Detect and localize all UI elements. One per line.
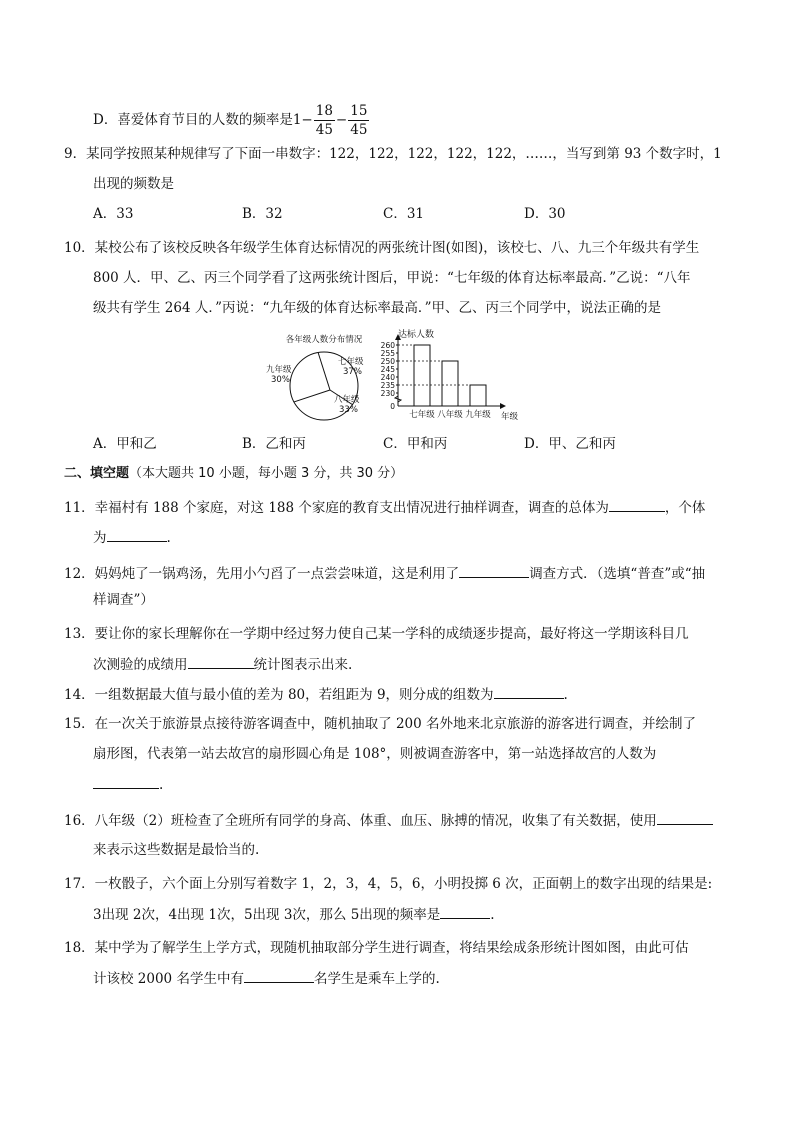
section-2-title: 二、填空题 bbox=[64, 466, 130, 481]
q18-text-tail: 名学生是乘车上学的. bbox=[313, 971, 440, 987]
bar bbox=[470, 385, 486, 406]
q11-text-2: 为 bbox=[93, 530, 107, 546]
q11-line-1 bbox=[64, 497, 705, 518]
q10-line-2: 800 人．甲、乙、丙三个同学看了这两张统计图后，甲说：“七年级的体育达标率最高．”乙说：“八年 bbox=[93, 270, 691, 286]
q17-line-2 bbox=[93, 904, 495, 925]
q15-line-3 bbox=[93, 774, 163, 795]
q15-period: . bbox=[159, 777, 164, 793]
pie-slice-percent: 37% bbox=[343, 367, 362, 377]
q13-text-tail: 统计图表示出来. bbox=[253, 657, 353, 673]
q11-period: . bbox=[166, 530, 171, 546]
answer-blank[interactable] bbox=[494, 684, 564, 699]
q10-line-3: 级共有学生 264 人．”丙说：“九年级的体育达标率最高．”甲、乙、丙三个同学中，说法正确的是 bbox=[93, 300, 662, 316]
x-tick-label: 七年级 bbox=[409, 410, 435, 420]
q18-line-1: 18．某中学为了解学生上学方式，现随机抽取部分学生进行调查，将结果绘成条形统计图如图，由此可估 bbox=[64, 940, 689, 956]
q8-option-d-text: D．喜爱体育节目的人数的频率是 bbox=[93, 112, 293, 128]
y-tick-label: 260 bbox=[380, 341, 395, 350]
q17-line-1: 17．一枚骰子，六个面上分别写着数字 1，2，3，4，5，6，小明投掷 6 次，正面朝上的数字出现的结果是: bbox=[64, 876, 713, 892]
q14-line-1 bbox=[64, 684, 568, 705]
y-tick-label: 0 bbox=[390, 402, 395, 411]
y-tick-label: 255 bbox=[380, 349, 395, 358]
q15-line-1: 15．在一次关于旅游景点接待游客调查中，随机抽取了 200 名外地来北京旅游的游客进行调查，并绘制了 bbox=[64, 716, 697, 732]
q10-option-b: B．乙和丙 bbox=[242, 436, 306, 452]
x-axis-arrow-icon bbox=[500, 403, 506, 409]
y-tick-label: 240 bbox=[380, 373, 395, 382]
x-tick-label: 九年级 bbox=[465, 410, 491, 420]
answer-blank[interactable] bbox=[440, 904, 490, 919]
answer-blank[interactable] bbox=[609, 497, 665, 512]
q13-line-1: 13．要让你的家长理解你在一学期中经过努力使自己某一学科的成绩逐步提高，最好将这一学期该科目几 bbox=[64, 626, 689, 642]
section-2-note: （本大题共 10 小题，每小题 3 分，共 30 分） bbox=[129, 466, 404, 481]
pie-chart bbox=[262, 330, 387, 425]
bar-marks bbox=[398, 345, 491, 420]
q14-period: . bbox=[563, 687, 568, 703]
bar-ylabel: 达标人数 bbox=[398, 330, 435, 340]
q11-text-tail: ，个体 bbox=[664, 500, 706, 516]
y-tick-label: 230 bbox=[380, 389, 395, 398]
answer-blank[interactable] bbox=[459, 563, 529, 578]
q10-option-d: D．甲、乙和丙 bbox=[524, 436, 616, 452]
q8-one-minus: 1− bbox=[292, 112, 313, 128]
answer-blank[interactable] bbox=[244, 968, 314, 983]
pie-slice-divider bbox=[294, 390, 330, 402]
q15-line-2: 扇形图，代表第一站去故宫的扇形圆心角是 108°，则被调查游客中，第一站选择故宫的人数为 bbox=[93, 746, 657, 762]
q9-option-a: A．33 bbox=[93, 206, 134, 222]
q14-text: 14．一组数据最大值与最小值的差为 80，若组距为 9，则分成的组数为 bbox=[64, 687, 494, 703]
q12-line-2: 样调查”） bbox=[93, 592, 154, 608]
bar-chart bbox=[372, 326, 532, 422]
bar bbox=[442, 361, 458, 406]
x-tick-label: 八年级 bbox=[437, 410, 463, 420]
q18-text: 计该校 2000 名学生中有 bbox=[93, 971, 244, 987]
q10-option-c: C．甲和丙 bbox=[383, 436, 448, 452]
answer-blank[interactable] bbox=[657, 810, 713, 825]
fraction-15-45 bbox=[348, 102, 369, 139]
q9-line-2: 出现的频数是 bbox=[93, 176, 174, 192]
fraction-18-45 bbox=[314, 102, 335, 139]
q17-text: 3出现 2次，4出现 1次，5出现 3次，那么 5出现的频率是 bbox=[93, 907, 441, 923]
q10-line-1: 10．某校公布了该校反映各年级学生体育达标情况的两张统计图(如图)，该校七、八、九三个年级共有学生 bbox=[64, 240, 700, 256]
pie-title: 各年级人数分布情况 bbox=[285, 335, 363, 345]
answer-blank[interactable] bbox=[188, 654, 254, 669]
q12-line-1 bbox=[64, 563, 705, 584]
y-tick-label: 245 bbox=[380, 365, 395, 374]
pie-slice-percent: 30% bbox=[271, 375, 290, 385]
q9-option-c: C．31 bbox=[383, 206, 425, 222]
q16-line-2: 来表示这些数据是最恰当的. bbox=[93, 842, 260, 858]
fraction-numerator: 18 bbox=[315, 103, 333, 119]
q9-option-b: B．32 bbox=[242, 206, 283, 222]
q10-option-a: A．甲和乙 bbox=[93, 436, 157, 452]
q16-line-1 bbox=[64, 810, 713, 831]
pie-slice-percent: 33% bbox=[339, 405, 358, 415]
q12-text-tail: 调查方式．（选填“普查”或“抽 bbox=[529, 566, 706, 582]
pie-slice-label: 九年级 bbox=[266, 365, 292, 375]
fraction-numerator: 15 bbox=[350, 103, 368, 119]
pie-slice-divider bbox=[318, 353, 330, 390]
q12-text: 12．妈妈炖了一锅鸡汤，先用小勺舀了一点尝尝味道，这是利用了 bbox=[64, 566, 460, 582]
q13-line-2 bbox=[93, 654, 352, 675]
fraction-denominator: 45 bbox=[350, 122, 368, 138]
fraction-denominator: 45 bbox=[315, 122, 333, 138]
section-2-heading bbox=[64, 464, 403, 484]
bar bbox=[414, 345, 430, 406]
bar-xlabel: 年级 bbox=[501, 412, 519, 422]
pie-slice-label: 七年级 bbox=[338, 357, 364, 367]
y-tick-label: 235 bbox=[380, 381, 395, 390]
pie-slice-label: 八年级 bbox=[334, 395, 360, 405]
answer-blank[interactable] bbox=[107, 527, 167, 542]
q8-option-d bbox=[93, 100, 370, 140]
q9-line-1: 9．某同学按照某种规律写了下面一串数字：122，122，122，122，122，……，当写到第 93 个数字时，1 bbox=[64, 146, 722, 162]
answer-blank[interactable] bbox=[93, 774, 159, 789]
q13-text: 次测验的成绩用 bbox=[93, 657, 188, 673]
q18-line-2 bbox=[93, 968, 440, 989]
y-tick-label: 250 bbox=[380, 357, 395, 366]
q17-period: . bbox=[490, 907, 495, 923]
q11-text: 11．幸福村有 188 个家庭，对这 188 个家庭的教育支出情况进行抽样调查，调查的总体为 bbox=[64, 500, 609, 516]
q11-line-2 bbox=[93, 527, 171, 548]
pie-labels bbox=[266, 356, 364, 415]
q8-minus: − bbox=[335, 112, 348, 128]
q9-option-d: D．30 bbox=[524, 206, 566, 222]
q16-text: 16．八年级（2）班检查了全班所有同学的身高、体重、血压、脉搏的情况，收集了有关数据，使用 bbox=[64, 813, 657, 829]
